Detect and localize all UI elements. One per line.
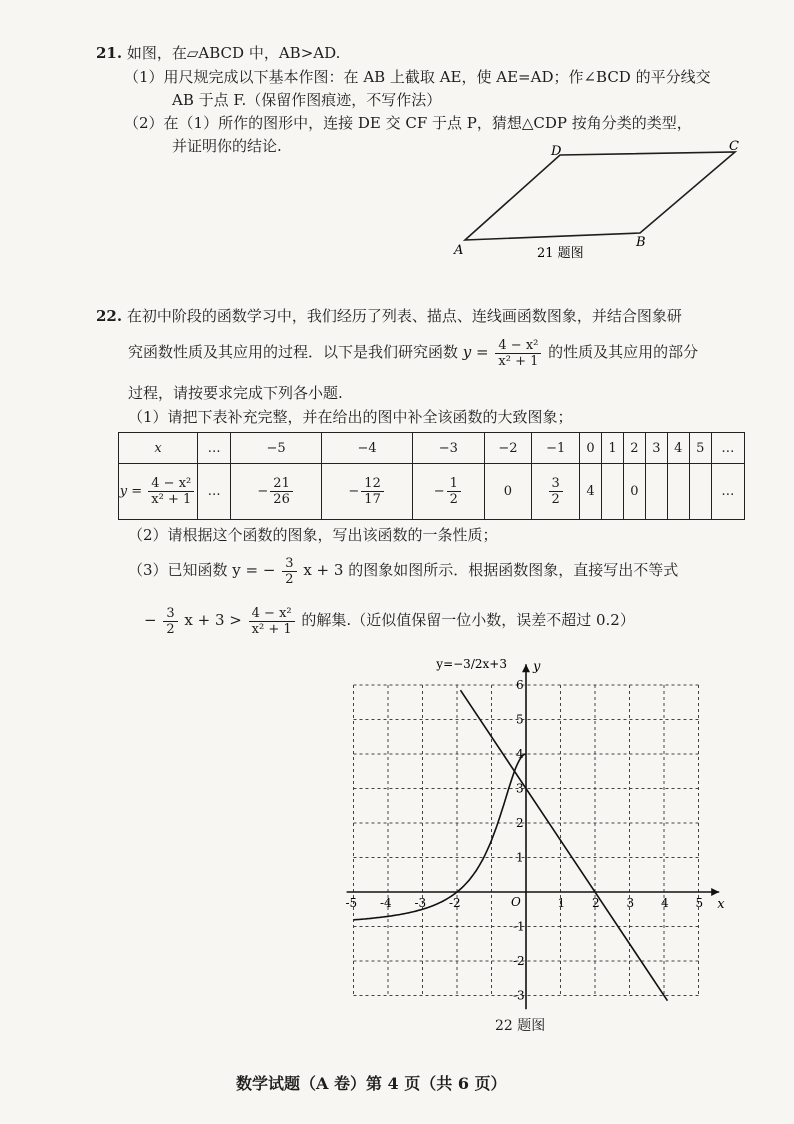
q22-function-y: y =: [462, 343, 489, 361]
origin-label: O: [511, 895, 521, 909]
x-tick-label: -4: [380, 896, 392, 910]
table-cell-y: [231, 464, 322, 520]
table-cell: −2: [484, 433, 532, 464]
q21-part1-line1: （1）用尺规完成以下基本作图：在 AB 上截取 AE，使 AE=AD；作∠BCD 的平分线交: [124, 68, 711, 86]
table-fraction-den: 17: [364, 492, 381, 507]
x-tick-label: 5: [695, 896, 704, 910]
q21-figure-caption: 21 题图: [537, 246, 584, 261]
q22-part3-line2-a: −: [144, 611, 157, 629]
q22-part3-line2-func-num: 4 − x²: [249, 606, 295, 622]
table-fraction-den: 2: [449, 492, 458, 507]
q22-part3-line2-c: 的解集.（近似值保留一位小数，误差不超过 0.2）: [301, 611, 635, 629]
q22-intro-line3: 过程，请按要求完成下列各小题.: [128, 384, 343, 402]
table-cell-y: [322, 464, 413, 520]
table-cell-y: [645, 464, 667, 520]
q22-intro-text2b: 的性质及其应用的部分: [548, 343, 699, 361]
fraction-sign: −: [257, 484, 269, 499]
y-tick-label: -3: [513, 988, 525, 1003]
y-tick-label: 2: [516, 816, 524, 830]
table-header-y-den: x² + 1: [151, 492, 192, 507]
q22-part3-line2-b: x + 3 >: [184, 611, 242, 629]
table-fraction-num: 3: [549, 476, 563, 492]
table-cell: …: [711, 433, 744, 464]
q22-function-num: 4 − x²: [495, 338, 541, 354]
q22-part3-line1-fraction: [282, 556, 296, 587]
table-fraction: [361, 476, 384, 507]
q22-function-den: x² + 1: [498, 353, 539, 369]
x-tick-label: 1: [557, 896, 566, 910]
x-axis-label: x: [717, 897, 725, 912]
table-cell: 2: [623, 433, 645, 464]
table-header-y: [119, 464, 198, 520]
q22-intro-line2: [128, 334, 698, 370]
q22-part3-line2-fraction-b: [249, 606, 295, 637]
table-header-x: x: [119, 433, 198, 464]
q22-value-table: [118, 432, 745, 520]
table-cell: 1: [601, 433, 623, 464]
q22-part3-line1-a: （3）已知函数 y = −: [128, 561, 276, 579]
linear-function-label: y=−3/2x+3: [436, 656, 507, 671]
q22-function: [462, 337, 548, 369]
table-fraction-den: 2: [551, 492, 560, 507]
q21-part2-line1: （2）在（1）所作的图形中，连接 DE 交 CF 于点 P，猜想△CDP 按角分类的类型，: [124, 114, 692, 132]
table-header-y-fraction: [148, 476, 194, 507]
q22-number: 22.: [96, 307, 123, 325]
table-fraction: [549, 476, 563, 507]
q22-part3-line2-frac-num: 3: [163, 606, 177, 622]
table-cell-y: 4: [580, 464, 602, 520]
table-cell-y: [532, 464, 580, 520]
q22-part3-line1-b: x + 3 的图象如图所示．根据函数图象，直接写出不等式: [303, 561, 679, 579]
q22-part2: （2）请根据这个函数的图象，写出该函数的一条性质；: [128, 526, 498, 544]
table-cell-y: [667, 464, 689, 520]
label-a: A: [454, 243, 464, 258]
y-tick-label: 1: [516, 850, 524, 865]
table-cell: −5: [231, 433, 322, 464]
table-cell-y: …: [711, 464, 744, 520]
q21-number: 21.: [96, 44, 123, 62]
q21-part1-line2: AB 于点 F.（保留作图痕迹，不写作法）: [172, 91, 442, 109]
table-cell-y: [413, 464, 484, 520]
x-tick-label: 2: [592, 896, 600, 910]
parallelogram-abcd: [465, 152, 735, 240]
x-tick-label: -5: [345, 896, 358, 910]
y-tick-label: -1: [513, 919, 525, 934]
y-tick-label: -2: [513, 954, 525, 968]
x-axis-arrow: [711, 888, 719, 896]
table-cell: −4: [322, 433, 413, 464]
table-cell-y: 0: [623, 464, 645, 520]
table-cell: −3: [413, 433, 484, 464]
table-cell: 0: [580, 433, 602, 464]
q21-line1: [96, 42, 340, 64]
q21-part2-line2: 并证明你的结论.: [172, 137, 282, 155]
q22-part3-line1-frac-num: 3: [282, 556, 296, 572]
y-axis-arrow: [522, 664, 530, 672]
q22-intro-text1: 在初中阶段的函数学习中，我们经历了列表、描点、连线画函数图象，并结合图象研: [126, 307, 682, 325]
function-curve: [354, 754, 527, 920]
table-fraction: [270, 476, 293, 507]
page-footer: 数学试题（A 卷）第 4 页（共 6 页）: [236, 1074, 507, 1093]
linear-function-line: [460, 690, 667, 1001]
table-cell: 4: [667, 433, 689, 464]
q22-part3-line1-frac-den: 2: [285, 571, 294, 587]
table-fraction: [447, 476, 461, 507]
table-cell: −1: [532, 433, 580, 464]
table-header-y-num: 4 − x²: [148, 476, 194, 492]
table-cell: …: [198, 433, 231, 464]
q22-figure-caption: 22 题图: [495, 1018, 546, 1034]
y-tick-label: 4: [516, 747, 524, 761]
table-fraction-num: 12: [361, 476, 384, 492]
table-cell-y: …: [198, 464, 231, 520]
q22-part3-line1: [128, 552, 678, 588]
q21-stem: 如图，在▱ABCD 中，AB>AD.: [126, 44, 341, 62]
label-d: D: [551, 144, 562, 159]
table-header-y-label: y =: [119, 484, 143, 499]
y-tick-label: 3: [516, 781, 524, 796]
q22-part3-line2-fraction-a: [163, 606, 177, 637]
x-tick-label: -3: [414, 896, 427, 910]
x-tick-label: 3: [626, 896, 635, 910]
label-b: B: [636, 235, 646, 250]
table-cell-y: [601, 464, 623, 520]
q22-intro-text2a: 究函数性质及其应用的过程．以下是我们研究函数: [128, 343, 459, 361]
x-tick-label: -2: [449, 896, 461, 910]
table-fraction-den: 26: [273, 492, 290, 507]
y-tick-label: 6: [516, 678, 524, 692]
table-row-x: [119, 433, 745, 464]
table-cell-y: [689, 464, 711, 520]
q22-function-graph: [345, 650, 750, 1030]
y-tick-label: 5: [516, 712, 524, 727]
table-fraction-num: 21: [270, 476, 293, 492]
q22-part3-line2-frac-den: 2: [166, 621, 175, 637]
q22-part3-line2-func-den: x² + 1: [251, 621, 292, 637]
table-row-y: [119, 464, 745, 520]
q22-function-fraction: [495, 338, 541, 369]
label-c: C: [729, 139, 739, 154]
table-cell-y: 0: [484, 464, 532, 520]
q22-part1: （1）请把下表补充完整，并在给出的图中补全该函数的大致图象；: [128, 408, 573, 426]
table-fraction-num: 1: [447, 476, 461, 492]
fraction-sign: −: [348, 484, 360, 499]
q22-part3-line2: [144, 600, 635, 640]
x-tick-label: 4: [661, 896, 669, 910]
table-cell: 5: [689, 433, 711, 464]
y-axis-label: y: [533, 659, 541, 675]
fraction-sign: −: [433, 484, 445, 499]
q22-intro-line1: [96, 305, 682, 327]
q21-parallelogram-figure: [440, 135, 760, 270]
table-cell: 3: [645, 433, 667, 464]
